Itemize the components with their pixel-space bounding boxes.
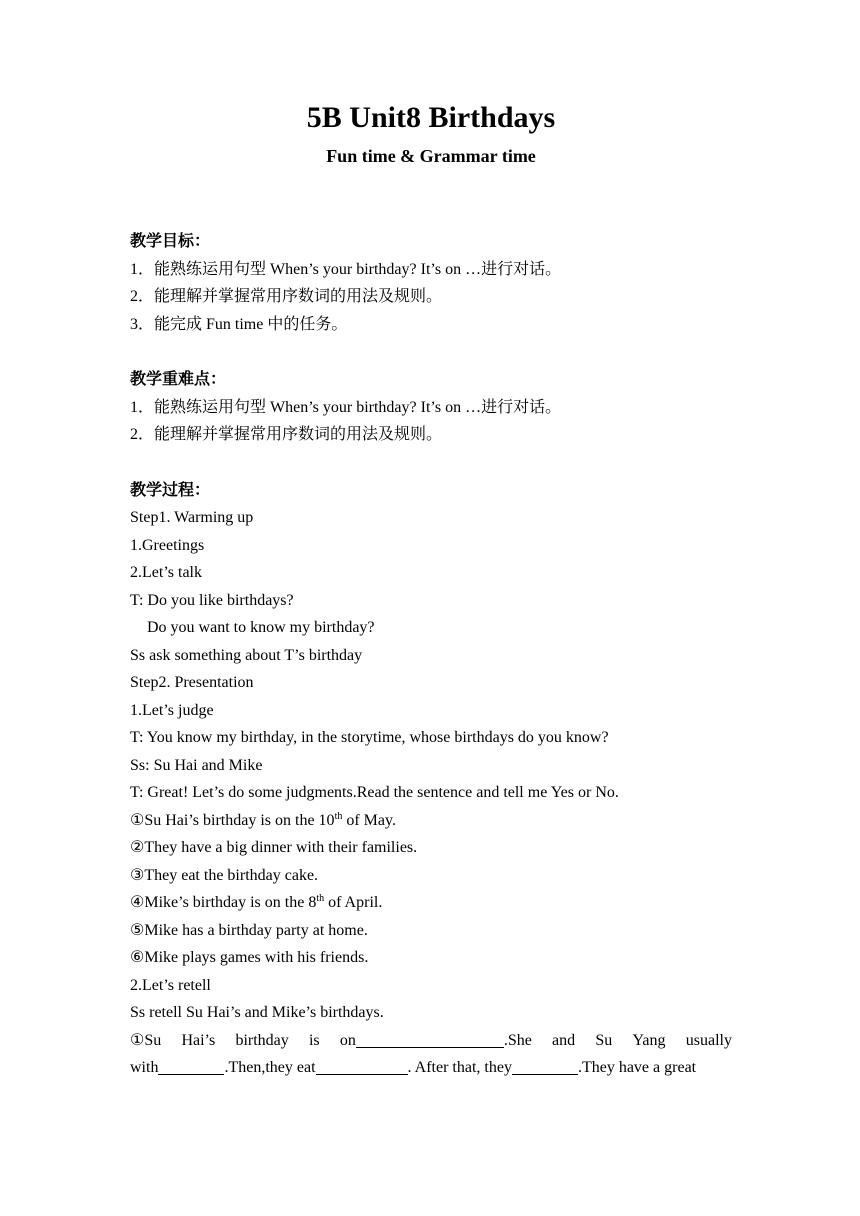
retell-word: birthday [235, 1031, 289, 1049]
process-heading: 教学过程： [130, 481, 211, 499]
judge-item-4 [130, 889, 732, 917]
judge-item-5: ⑤Mike has a birthday party at home. [130, 921, 368, 939]
judge-item-3: ③They eat the birthday cake. [130, 866, 319, 884]
judge-text: of April. [324, 894, 383, 911]
retell-word: .They have a great [577, 1059, 697, 1076]
judge-text: of May. [342, 811, 396, 829]
retell-word: Su [595, 1031, 613, 1049]
retell-word: Yang [632, 1031, 666, 1049]
retell-word: with [130, 1059, 159, 1076]
process-line: T: Do you like birthdays? [130, 591, 294, 609]
retell-word: is [308, 1031, 320, 1049]
objective-item: 3．能完成 Fun time 中的任务。 [130, 315, 348, 333]
document-title: 5B Unit8 Birthdays [306, 101, 556, 134]
retell-word: Hai’s [181, 1031, 216, 1049]
fill-blank[interactable] [512, 1057, 578, 1075]
keypoint-item: 1．能熟练运用句型 When’s your birthday? It’s on …进行对话。 [130, 398, 562, 416]
process-line: T: You know my birthday, in the storytime, whose birthdays do you know? [130, 729, 609, 746]
judge-text: ①Su Hai’s birthday is on the 10 [130, 811, 335, 829]
retell-word: and [552, 1031, 576, 1049]
ordinal-suffix: th [334, 810, 343, 822]
process-line: 1.Let’s judge [130, 701, 214, 719]
process-line: T: Great! Let’s do some judgments.Read the sentence and tell me Yes or No. [130, 784, 619, 801]
judge-item-6: ⑥Mike plays games with his friends. [130, 949, 369, 966]
retell-line-2 [130, 1054, 732, 1082]
document-body [130, 228, 732, 1082]
retell-line-1 [130, 1027, 732, 1055]
judge-item-2: ②They have a big dinner with their families. [130, 839, 418, 856]
keypoint-item: 2．能理解并掌握常用序数词的用法及规则。 [130, 426, 443, 443]
fill-blank[interactable] [316, 1057, 408, 1075]
objectives-heading: 教学目标： [130, 233, 211, 250]
process-line: 1.Greetings [130, 536, 205, 554]
retell-intro: Ss retell Su Hai’s and Mike’s birthdays. [130, 1004, 384, 1021]
retell-word: on .She [339, 1031, 532, 1049]
retell-word: usually [685, 1031, 732, 1049]
judge-text: ④Mike’s birthday is on the 8 [130, 894, 317, 911]
process-line: 2.Let’s talk [130, 564, 202, 581]
process-line: Step1. Warming up [130, 509, 254, 526]
judge-item-1 [130, 807, 732, 835]
retell-word: . After that, they [407, 1059, 512, 1076]
spacer [130, 338, 732, 366]
process-line: Ss ask something about T’s birthday [130, 646, 363, 664]
process-line: Step2. Presentation [130, 674, 254, 691]
ordinal-suffix: th [316, 893, 325, 904]
retell-heading: 2.Let’s retell [130, 976, 211, 994]
retell-word: .Then,they eat [224, 1059, 316, 1076]
spacer [130, 449, 732, 477]
keypoints-heading: 教学重难点： [130, 371, 227, 388]
objective-item: 1．能熟练运用句型 When’s your birthday? It’s on …进行对话。 [130, 260, 562, 278]
fill-blank[interactable] [356, 1030, 504, 1048]
objective-item: 2．能理解并掌握常用序数词的用法及规则。 [130, 288, 443, 305]
document-subtitle: Fun time & Grammar time [326, 146, 536, 166]
retell-word: ①Su [130, 1031, 162, 1049]
process-line: Do you want to know my birthday? [147, 619, 375, 636]
process-line: Ss: Su Hai and Mike [130, 756, 263, 774]
fill-blank[interactable] [158, 1057, 224, 1075]
